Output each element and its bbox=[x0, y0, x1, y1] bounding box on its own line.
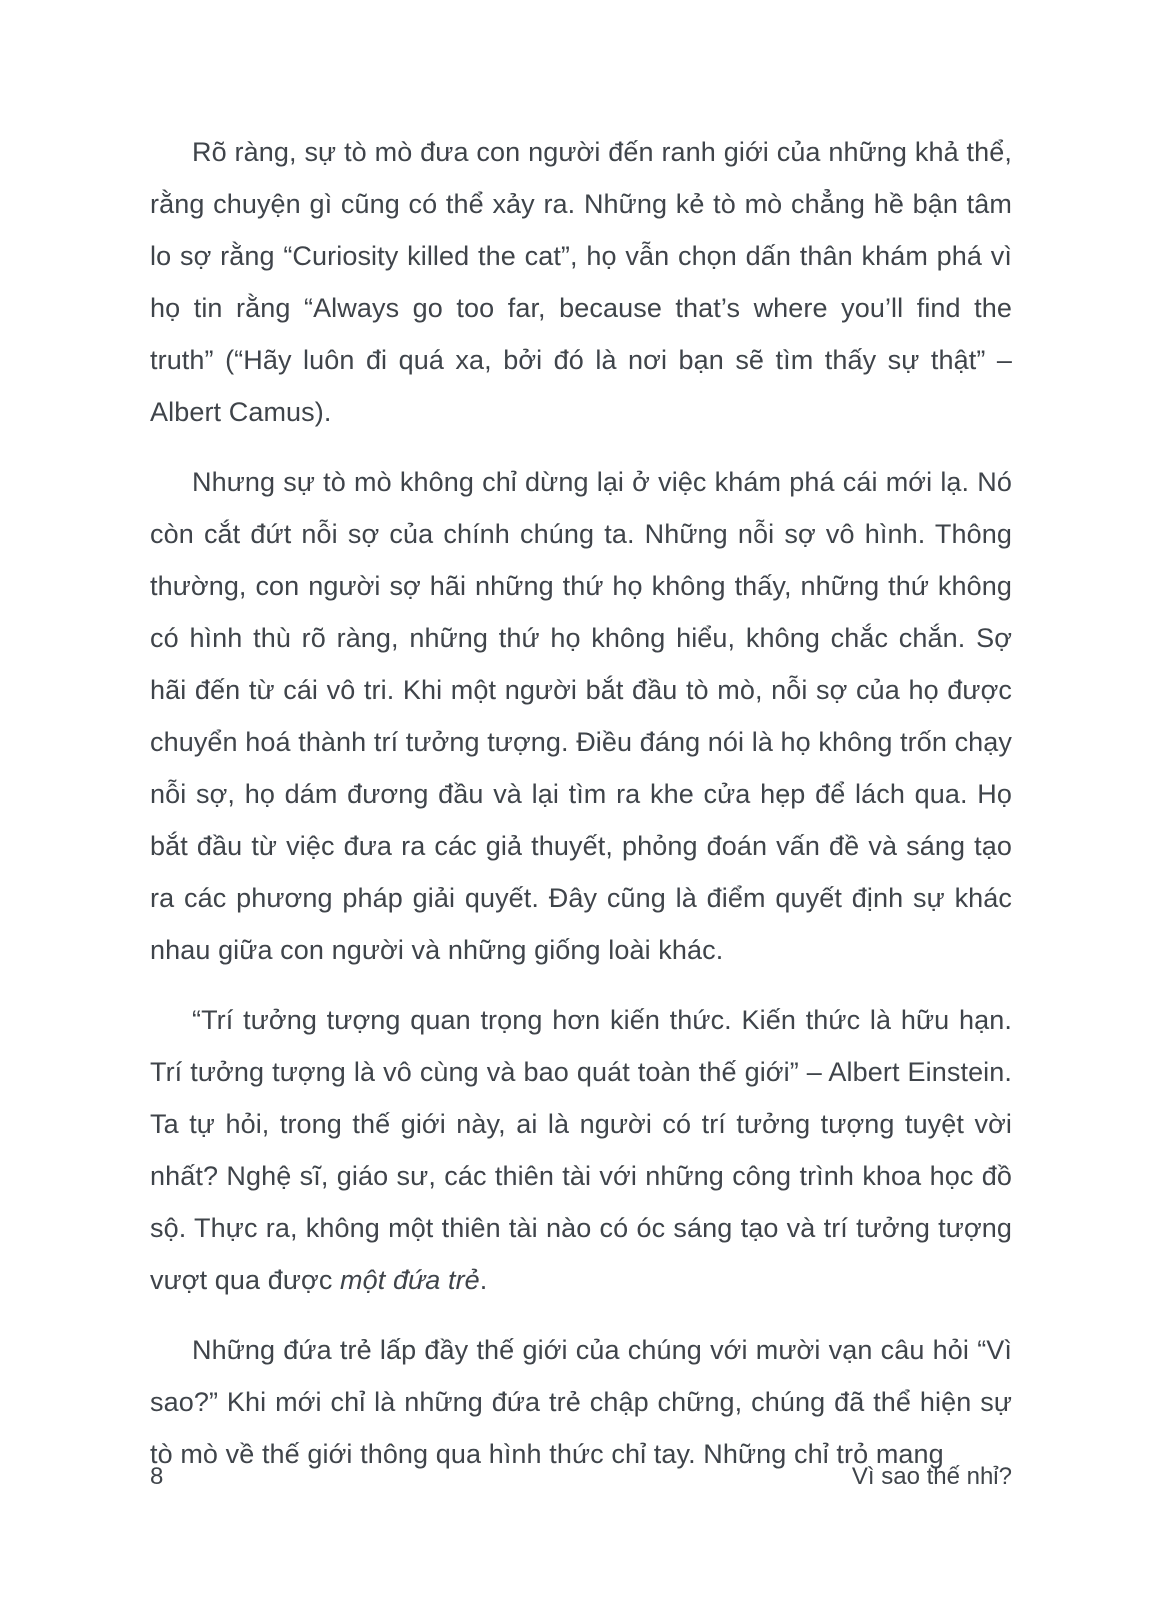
page-footer bbox=[150, 1462, 1012, 1492]
text-run: “Trí tưởng tượng quan trọng hơn kiến thức. Kiến thức là hữu hạn. Trí tưởng tượng là vô cùng và bao quát toàn thế giới” – Albert Einstein. Ta tự hỏi, trong thế giới này, ai là người có trí tưởng tượng tuyệt vời nhất? Nghệ sĩ, giáo sư, các thiên tài với những công trình khoa học đồ sộ. Thực ra, không một thiên tài nào có óc sáng tạo và trí tưởng tượng vượt qua được bbox=[150, 1005, 1012, 1295]
text-run: . bbox=[479, 1265, 488, 1295]
paragraph bbox=[150, 126, 1012, 438]
text-run: Rõ ràng, sự tò mò đưa con người đến ranh giới của những khả thể, rằng chuyện gì cũng có thể xảy ra. Những kẻ tò mò chẳng hề bận tâm lo sợ rằng “Curiosity killed the cat”, họ vẫn chọn dấn thân khám phá vì họ tin rằng “Always go too far, because that’s where you’ll find the truth” (“Hãy luôn đi quá xa, bởi đó là nơi bạn sẽ tìm thấy sự thật” – Albert Camus). bbox=[150, 137, 1012, 427]
running-title: Vì sao thế nhỉ? bbox=[851, 1463, 1012, 1490]
paragraph bbox=[150, 456, 1012, 976]
text-run: Những đứa trẻ lấp đầy thế giới của chúng với mười vạn câu hỏi “Vì sao?” Khi mới chỉ là những đứa trẻ chập chững, chúng đã thể hiện sự tò mò về thế giới thông qua hình thức chỉ tay. Những chỉ trỏ mang bbox=[150, 1335, 1012, 1469]
paragraph bbox=[150, 994, 1012, 1306]
page-number: 8 bbox=[150, 1463, 164, 1490]
page-body bbox=[150, 126, 1012, 1480]
paragraph bbox=[150, 1324, 1012, 1480]
italic-text-run: một đứa trẻ bbox=[340, 1265, 480, 1295]
text-run: Nhưng sự tò mò không chỉ dừng lại ở việc khám phá cái mới lạ. Nó còn cắt đứt nỗi sợ của chính chúng ta. Những nỗi sợ vô hình. Thông thường, con người sợ hãi những thứ họ không thấy, những thứ không có hình thù rõ ràng, những thứ họ không hiểu, không chắc chắn. Sợ hãi đến từ cái vô tri. Khi một người bắt đầu tò mò, nỗi sợ của họ được chuyển hoá thành trí tưởng tượng. Điều đáng nói là họ không trốn chạy nỗi sợ, họ dám đương đầu và lại tìm ra khe cửa hẹp để lách qua. Họ bắt đầu từ việc đưa ra các giả thuyết, phỏng đoán vấn đề và sáng tạo ra các phương pháp giải quyết. Đây cũng là điểm quyết định sự khác nhau giữa con người và những giống loài khác. bbox=[150, 467, 1013, 965]
